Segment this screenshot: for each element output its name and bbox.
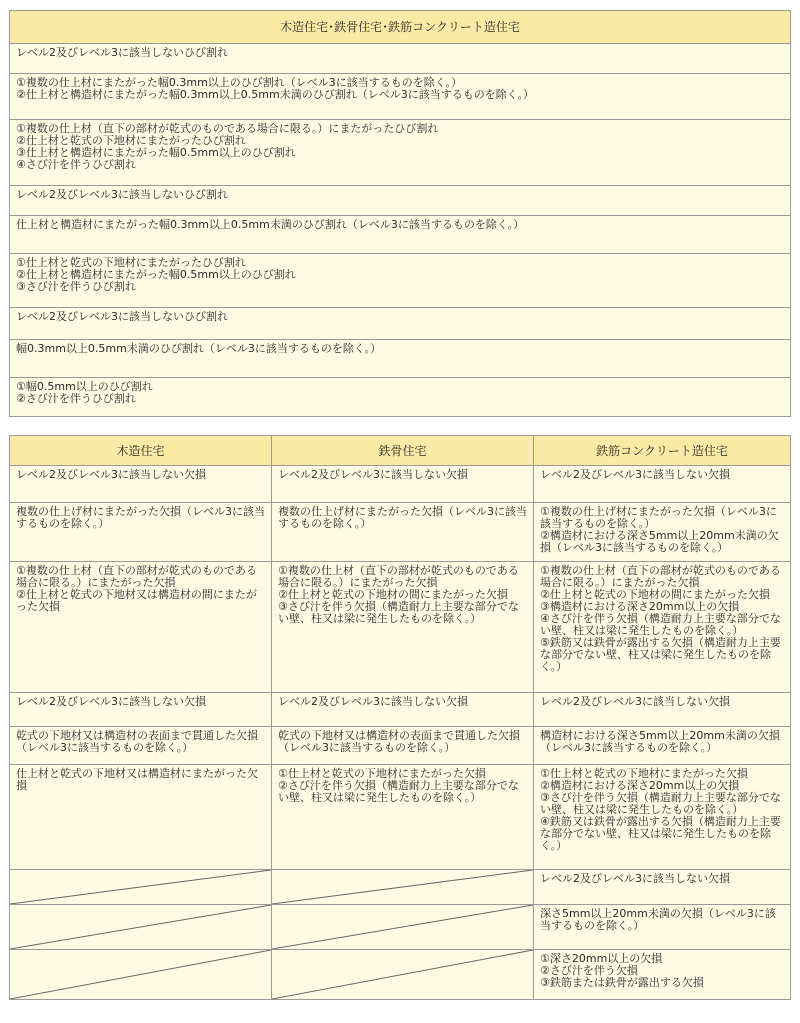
crack-text-line: ②さび汁を伴うひび割れ (16, 392, 136, 405)
empty-cell-steel (272, 870, 534, 905)
crack-text-line: ①幅0.5mm以上のひび割れ (16, 380, 153, 393)
defect-text-line: ①複数の仕上材（直下の部材が乾式のものである場合に限る。）にまたがった欠損 (16, 564, 257, 589)
defect-text-line: ①複数の仕上材（直下の部材が乾式のものである場合に限る。）にまたがった欠損 (278, 564, 519, 589)
crack-row-9 (10, 378, 791, 417)
crack-text-line: レベル2及びレベル3に該当しないひび割れ (16, 46, 228, 59)
crack-text-line: ②仕上材と乾式の下地材にまたがったひび割れ (16, 134, 246, 147)
defect-cell-wood (10, 466, 272, 503)
defect-cell-steel (272, 562, 534, 693)
diagonal-slash (10, 950, 271, 999)
defect-text-line: ②仕上材と乾式の下地材の間にまたがった欠損 (540, 588, 770, 601)
defect-cell-wood (10, 562, 272, 693)
empty-cell-wood (10, 950, 272, 1000)
defect-text-line: ①複数の仕上材（直下の部材が乾式のものである場合に限る。）にまたがった欠損 (540, 564, 781, 589)
defect-cell-wood (10, 693, 272, 727)
defect-cell-steel (272, 466, 534, 503)
defect-text-line: 乾式の下地材又は構造材の表面まで貫通した欠損（レベル3に該当するものを除く。） (16, 729, 258, 754)
defect-text-line: ③構造材における深さ20mm以上の欠損 (540, 600, 740, 613)
defect-text-line: 複数の仕上げ材にまたがった欠損（レベル3に該当するものを除く。） (16, 505, 265, 530)
crack-text-line: ④さび汁を伴うひび割れ (16, 158, 136, 171)
crack-row-2 (10, 74, 791, 120)
defect-cell-steel (272, 693, 534, 727)
crack-text-line: ①複数の仕上材にまたがった幅0.3mm以上のひび割れ（レベル3に該当するものを除く。） (16, 76, 463, 89)
col-header-rc: 鉄筋コンクリート造住宅 (534, 436, 791, 466)
crack-row-1 (10, 44, 791, 74)
empty-cell-steel (272, 950, 534, 1000)
defect-text-line: レベル2及びレベル3に該当しない欠損 (16, 695, 206, 708)
col-header-steel: 鉄骨住宅 (272, 436, 534, 466)
defect-text-line: ②さび汁を伴う欠損（構造耐力上主要な部分でない壁、柱又は梁に発生したものを除く。） (278, 779, 519, 804)
diagonal-slash (10, 905, 271, 949)
defect-cell-wood (10, 503, 272, 562)
defect-text-line: 深さ5mm以上20mm未満の欠損（レベル3に該当するものを除く。） (540, 907, 776, 932)
defect-text-line: ⑤鉄筋又は鉄骨が露出する欠損（構造耐力上主要な部分でない壁、柱又は梁に発生したものを除く。） (540, 636, 781, 673)
defect-cell-wood (10, 727, 272, 765)
crack-text-line: レベル2及びレベル3に該当しないひび割れ (16, 310, 228, 323)
empty-cell-wood (10, 870, 272, 905)
crack-text-line: レベル2及びレベル3に該当しないひび割れ (16, 188, 228, 201)
defect-cell-steel (272, 727, 534, 765)
empty-cell-wood (10, 905, 272, 950)
crack-level-table (9, 10, 791, 417)
defect-text-line: ②構造材における深さ5mm以上20mm未満の欠損（レベル3に該当するものを除く。） (540, 529, 779, 554)
crack-text-line: ③さび汁を伴うひび割れ (16, 280, 136, 293)
crack-text-line: ②仕上材と構造材にまたがった幅0.3mm以上0.5mm未満のひび割れ（レベル3に該当するものを除く。） (16, 88, 534, 101)
defect-text-line: レベル2及びレベル3に該当しない欠損 (540, 468, 730, 481)
crack-text-line: ①複数の仕上材（直下の部材が乾式のものである場合に限る。）にまたがったひび割れ (16, 122, 439, 135)
empty-cell-steel (272, 905, 534, 950)
defect-text-line: ③鉄筋または鉄骨が露出する欠損 (540, 976, 704, 989)
defect-text-line: ②構造材における深さ20mm以上の欠損 (540, 779, 740, 792)
diagonal-slash (10, 870, 271, 904)
defect-text-line: ①仕上材と乾式の下地材にまたがった欠損 (540, 767, 748, 780)
crack-text-line: 幅0.3mm以上0.5mm未満のひび割れ（レベル3に該当するものを除く。） (16, 342, 382, 355)
diagonal-slash (272, 870, 533, 904)
defect-cell-wood (10, 765, 272, 870)
crack-row-8 (10, 340, 791, 378)
crack-text-line: ②仕上材と構造材にまたがった幅0.5mm以上のひび割れ (16, 268, 296, 281)
defect-cell-rc (534, 727, 791, 765)
defect-text-line: レベル2及びレベル3に該当しない欠損 (16, 468, 206, 481)
defect-text-line: ②さび汁を伴う欠損 (540, 964, 638, 977)
defect-level-table (9, 435, 791, 1000)
defect-cell-rc (534, 765, 791, 870)
defect-cell-rc (534, 905, 791, 950)
defect-cell-rc (534, 950, 791, 1000)
defect-text-line: ④鉄筋又は鉄骨が露出する欠損（構造耐力上主要な部分でない壁、柱又は梁に発生したものを除く。） (540, 815, 781, 852)
crack-text-line: ③仕上材と構造材にまたがった幅0.5mm以上のひび割れ (16, 146, 296, 159)
diagonal-slash (272, 905, 533, 949)
defect-text-line: ③さび汁を伴う欠損（構造耐力上主要な部分でない壁、柱又は梁に発生したものを除く。） (540, 791, 781, 816)
crack-row-6 (10, 254, 791, 308)
crack-row-3 (10, 120, 791, 186)
defect-text-line: ①仕上材と乾式の下地材にまたがった欠損 (278, 767, 486, 780)
crack-text-line: 仕上材と構造材にまたがった幅0.3mm以上0.5mm未満のひび割れ（レベル3に該当するものを除く。） (16, 218, 525, 231)
defect-text-line: ①深さ20mm以上の欠損 (540, 952, 663, 965)
defect-cell-rc (534, 693, 791, 727)
defect-text-line: 乾式の下地材又は構造材の表面まで貫通した欠損（レベル3に該当するものを除く。） (278, 729, 520, 754)
defect-text-line: レベル2及びレベル3に該当しない欠損 (278, 468, 468, 481)
defect-cell-rc (534, 562, 791, 693)
defect-cell-rc (534, 870, 791, 905)
defect-text-line: ②仕上材と乾式の下地材又は構造材の間にまたがった欠損 (16, 588, 257, 613)
defect-text-line: ③さび汁を伴う欠損（構造耐力上主要な部分でない壁、柱又は梁に発生したものを除く。） (278, 600, 519, 625)
crack-table-header: 木造住宅･鉄骨住宅･鉄筋コンクリート造住宅 (10, 11, 791, 44)
crack-row-4 (10, 186, 791, 216)
defect-text-line: ②仕上材と乾式の下地材の間にまたがった欠損 (278, 588, 508, 601)
crack-text-line: ①仕上材と乾式の下地材にまたがったひび割れ (16, 256, 246, 269)
defect-text-line: ④さび汁を伴う欠損（構造耐力上主要な部分でない壁、柱又は梁に発生したものを除く。） (540, 612, 781, 637)
defect-text-line: 仕上材と乾式の下地材又は構造材にまたがった欠損 (16, 767, 258, 792)
defect-text-line: レベル2及びレベル3に該当しない欠損 (278, 695, 468, 708)
defect-text-line: 構造材における深さ5mm以上20mm未満の欠損（レベル3に該当するものを除く。） (540, 729, 780, 754)
defect-cell-rc (534, 503, 791, 562)
crack-row-7 (10, 308, 791, 340)
crack-row-5 (10, 216, 791, 254)
defect-cell-steel (272, 503, 534, 562)
defect-cell-rc (534, 466, 791, 503)
defect-text-line: レベル2及びレベル3に該当しない欠損 (540, 695, 730, 708)
defect-text-line: 複数の仕上げ材にまたがった欠損（レベル3に該当するものを除く。） (278, 505, 527, 530)
defect-text-line: ①複数の仕上げ材にまたがった欠損（レベル3に該当するものを除く。） (540, 505, 777, 530)
diagonal-slash (272, 950, 533, 999)
defect-cell-steel (272, 765, 534, 870)
defect-text-line: レベル2及びレベル3に該当しない欠損 (540, 872, 730, 885)
col-header-wood: 木造住宅 (10, 436, 272, 466)
